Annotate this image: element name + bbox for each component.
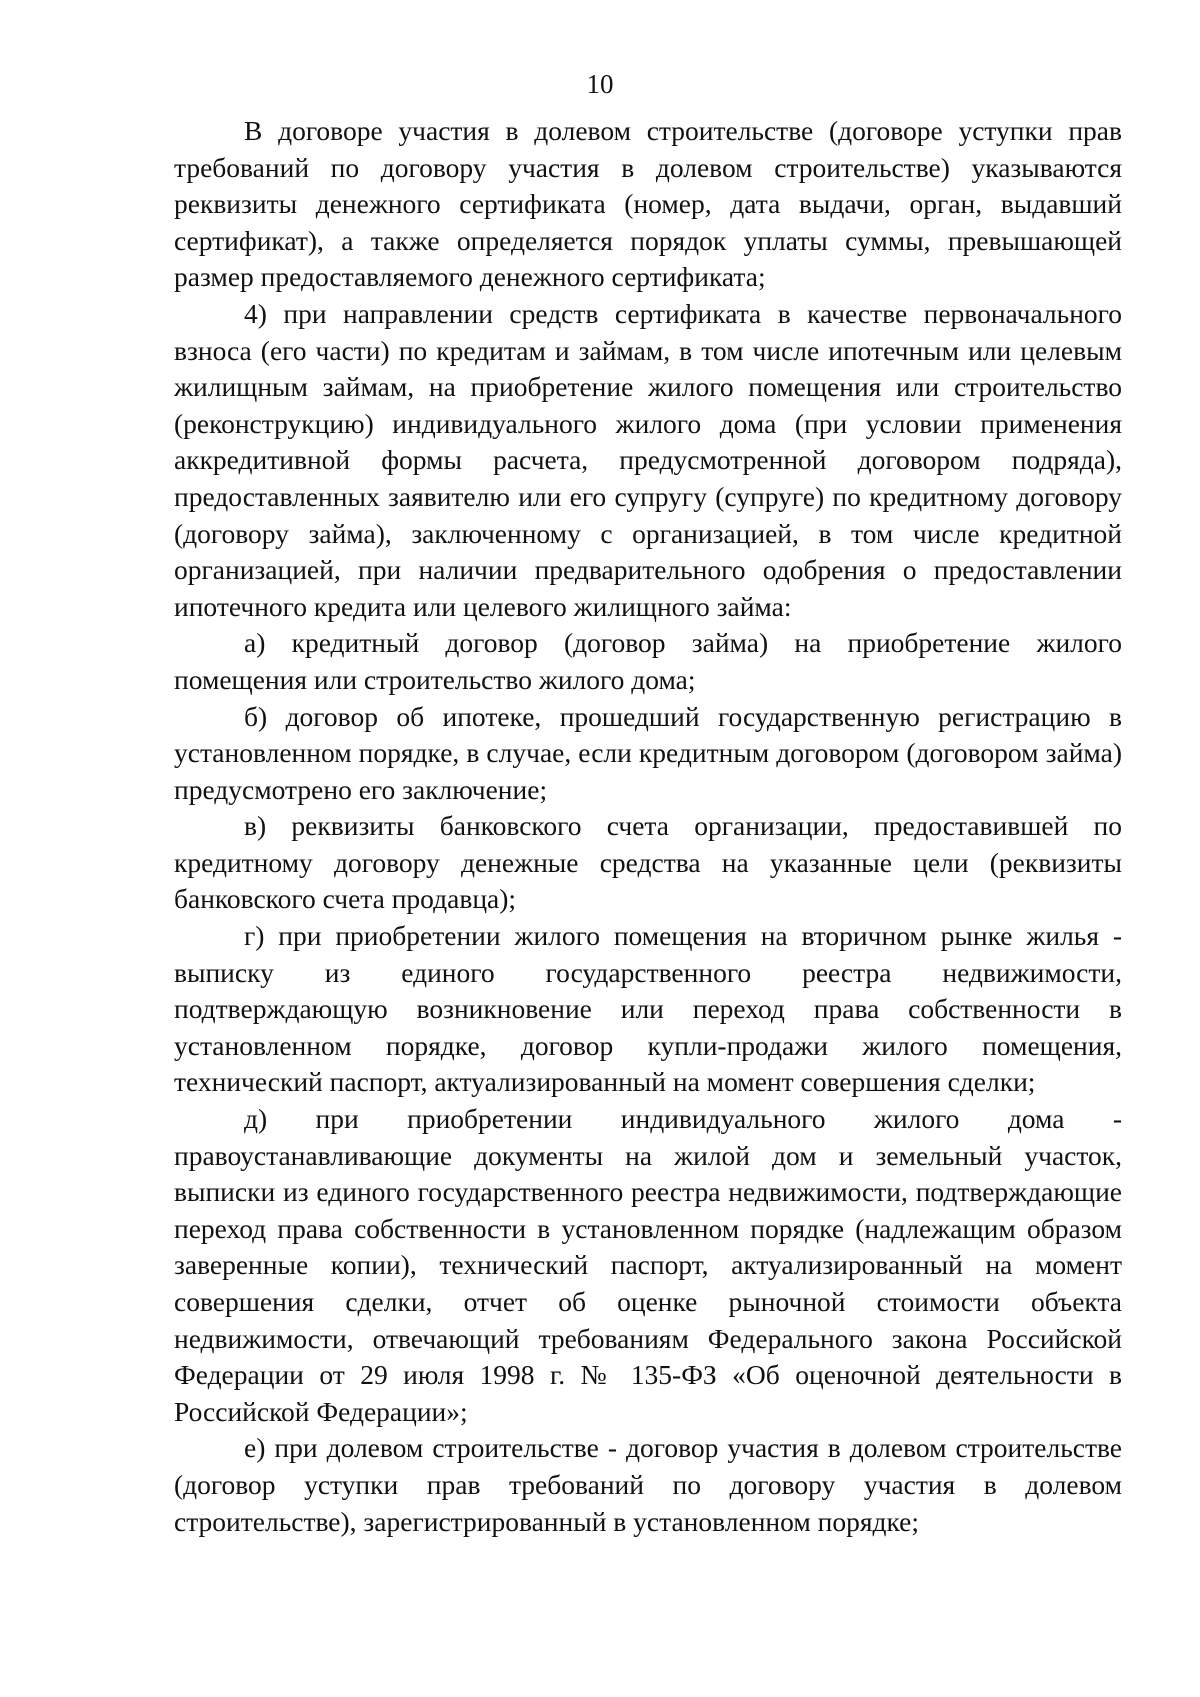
paragraph-intro	[174, 113, 1122, 296]
item-marker: д)	[244, 1103, 268, 1135]
paragraph-item-g	[174, 918, 1122, 1101]
page-number: 10	[586, 69, 614, 99]
item-marker: в)	[244, 810, 267, 842]
paragraph-text: реквизиты банковского счета организации, предоставившей по кредитному договору денежные средства на указанные цели (реквизиты банковского счета продавца);	[174, 810, 1123, 915]
paragraph-text: при приобретении жилого помещения на вторичном рынке жилья - выписку из единого государственного реестра недвижимости, подтверждающую возникновение или переход права собственности в установленном порядке, договор купли-продажи жилого помещения, технический паспорт, актуализированный на момент совершения сделки;	[174, 920, 1123, 1098]
item-marker: 4)	[244, 297, 267, 329]
item-marker: б)	[244, 700, 268, 732]
item-marker: е)	[244, 1432, 266, 1464]
item-marker: г)	[244, 920, 265, 952]
paragraph-text: кредитный договор (договор займа) на приобретение жилого помещения или строительство жилого дома;	[174, 627, 1122, 695]
paragraph-text: договор об ипотеке, прошедший государственную регистрацию в установленном порядке, в случае, если кредитным договором (договором займа) предусмотрено его заключение;	[174, 700, 1122, 805]
paragraph-item-b	[174, 699, 1122, 809]
paragraph-item-v	[174, 808, 1122, 918]
paragraph-item-a	[174, 625, 1122, 698]
paragraph-item-4	[174, 296, 1122, 625]
paragraph-item-e	[174, 1430, 1122, 1540]
paragraph-text: В договоре участия в долевом строительстве (договоре уступки прав требований по договору участия в долевом строительстве) указываются реквизиты денежного сертификата (номер, дата выдачи, орган, выдавший сертификат), а также определяется порядок уплаты суммы, превышающей размер предоставляемого денежного сертификата;	[174, 115, 1122, 293]
paragraph-text: при направлении средств сертификата в качестве первоначального взноса (его части) по кредитам и займам, в том числе ипотечным или целевым жилищным займам, на приобретение жилого помещения или строительство (реконструкцию) индивидуального жилого дома (при условии применения аккредитивной формы расчета, предусмотренной договором подряда), предоставленных заявителю или его супругу (супруге) по кредитному договору (договору займа), заключенному с организацией, в том числе кредитной организацией, при наличии предварительного одобрения о предоставлении ипотечного кредита или целевого жилищного займа:	[174, 297, 1123, 622]
paragraph-item-d	[174, 1101, 1122, 1430]
document-body	[174, 113, 1122, 1540]
paragraph-text: при долевом строительстве - договор участия в долевом строительстве (договор уступки прав требований по договору участия в долевом строительстве), зарегистрированный в установленном порядке;	[174, 1432, 1123, 1537]
item-marker: а)	[244, 627, 266, 659]
paragraph-text: при приобретении индивидуального жилого дома - правоустанавливающие документы на жилой дом и земельный участок, выписки из единого государственного реестра недвижимости, подтверждающие переход права собственности в установленном порядке (надлежащим образом заверенные копии), технический паспорт, актуализированный на момент совершения сделки, отчет об оценке рыночной стоимости объекта недвижимости, отвечающий требованиям Федерального закона Российской Федерации от 29 июля 1998 г. № 135-ФЗ «Об оценочной деятельности в Российской Федерации»;	[174, 1103, 1123, 1427]
